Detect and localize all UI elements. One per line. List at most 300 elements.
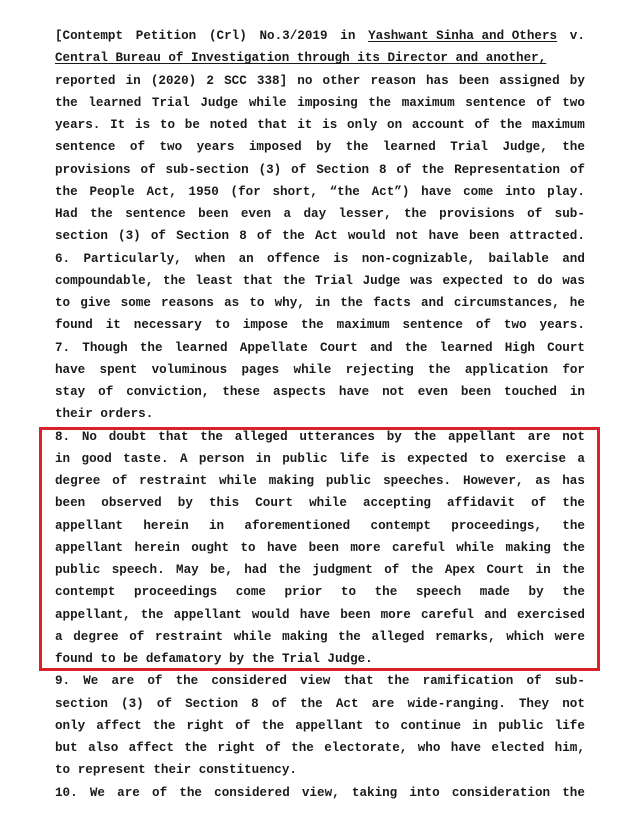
- word: view,: [301, 785, 340, 800]
- word: Apex: [444, 563, 476, 577]
- word: alleged: [234, 429, 288, 444]
- word: making: [282, 629, 328, 644]
- text-line: [55, 737, 585, 759]
- word: the: [368, 95, 392, 110]
- word: while: [309, 496, 347, 511]
- word: Trial: [151, 95, 190, 110]
- text-line: [55, 626, 585, 648]
- word: is: [380, 451, 396, 466]
- word: years: [196, 140, 235, 155]
- word: a: [577, 451, 585, 466]
- word: the: [184, 741, 208, 755]
- word: 6.: [55, 251, 71, 266]
- word: section: [55, 229, 108, 244]
- word: conviction,: [126, 385, 210, 399]
- word: are: [371, 696, 395, 711]
- word: necessary: [133, 318, 202, 333]
- word: appellant: [448, 429, 517, 444]
- word: has: [425, 73, 449, 88]
- word: by: [177, 496, 193, 511]
- word: right: [217, 741, 256, 755]
- word: by: [386, 429, 402, 444]
- word: 8: [251, 696, 259, 711]
- word: (Crl): [208, 29, 247, 43]
- word: when: [195, 251, 226, 266]
- word: while: [219, 474, 257, 488]
- word: while: [233, 629, 272, 644]
- word: appellant: [55, 540, 124, 555]
- word: the: [261, 718, 285, 733]
- word: have: [267, 540, 298, 555]
- word: have: [450, 741, 482, 755]
- word: sub-: [554, 674, 585, 689]
- word: Court: [255, 496, 294, 511]
- word: Act: [314, 229, 338, 244]
- word: that: [242, 273, 274, 288]
- word: section: [55, 696, 108, 711]
- word: have: [428, 229, 459, 244]
- word: been: [198, 207, 229, 221]
- word: by: [229, 652, 245, 666]
- word: Judge.: [327, 652, 373, 666]
- word: but: [55, 741, 78, 755]
- word: of: [112, 474, 128, 488]
- word: speech.: [111, 563, 165, 577]
- word: and: [484, 607, 507, 622]
- word: Act,: [146, 184, 177, 199]
- word: the: [251, 652, 275, 666]
- word: life: [338, 451, 370, 466]
- text-line: [55, 225, 585, 247]
- word: and: [421, 296, 444, 310]
- word: while: [248, 95, 287, 110]
- word: Act”): [371, 184, 410, 199]
- text-line: [55, 25, 585, 47]
- word: have: [55, 362, 86, 377]
- word: careful: [421, 607, 474, 622]
- word: Trial: [282, 652, 320, 666]
- word: the: [140, 607, 164, 622]
- word: 9.: [55, 674, 71, 689]
- text-line: [55, 581, 585, 603]
- word: are: [527, 429, 551, 444]
- word: to: [479, 451, 495, 466]
- word: Though: [82, 340, 128, 355]
- word: (2020): [150, 73, 197, 88]
- word: (3): [121, 696, 144, 711]
- word: found: [55, 652, 93, 666]
- word: in: [472, 718, 488, 733]
- word: the: [55, 95, 78, 110]
- word: continue: [400, 718, 462, 733]
- word: this: [208, 496, 240, 511]
- word: the: [404, 340, 428, 355]
- word: to: [100, 652, 116, 666]
- word: High: [504, 340, 535, 355]
- word: Trial: [315, 273, 353, 288]
- word: of: [527, 207, 543, 221]
- word: by: [316, 140, 332, 155]
- word: degree: [55, 474, 101, 488]
- word: sentence: [465, 95, 526, 110]
- word: more: [380, 607, 411, 622]
- word: maximum: [336, 318, 390, 333]
- word: proceedings: [134, 585, 218, 600]
- word: other: [322, 73, 361, 88]
- word: of: [475, 318, 491, 333]
- word: by: [528, 585, 544, 600]
- word: 2: [206, 73, 214, 88]
- text-line: [55, 270, 585, 292]
- text-line: [55, 381, 585, 403]
- word: Petition: [135, 29, 197, 43]
- text-line: [55, 159, 585, 181]
- word: rejecting: [345, 362, 414, 377]
- word: to: [55, 763, 71, 778]
- text-line: [55, 248, 585, 270]
- word: in: [569, 385, 585, 399]
- word: not: [562, 696, 585, 711]
- word: Particularly,: [83, 251, 182, 266]
- word: of: [526, 674, 542, 689]
- word: orders.: [100, 407, 154, 422]
- word: sub-: [554, 207, 585, 221]
- word: [Contempt: [55, 29, 124, 43]
- word: “the: [329, 184, 360, 199]
- word: to: [340, 585, 357, 600]
- word: Had: [55, 207, 78, 221]
- word: noted: [209, 118, 248, 132]
- text-line: [55, 314, 585, 336]
- word: in: [340, 29, 356, 43]
- word: appellant: [295, 718, 364, 733]
- word: the: [152, 718, 176, 733]
- word: speeches.: [383, 474, 452, 488]
- word: to: [249, 296, 265, 310]
- word: view: [300, 674, 331, 689]
- text-line: [55, 470, 585, 492]
- word: 338]: [256, 73, 288, 88]
- word: have: [299, 607, 331, 622]
- word: exercise: [505, 451, 567, 466]
- word: their: [55, 407, 93, 422]
- word: for: [562, 362, 585, 377]
- word: into: [409, 785, 440, 800]
- word: Yashwant Sinha and Others: [368, 29, 558, 43]
- word: of: [384, 563, 400, 577]
- word: impose: [242, 318, 289, 333]
- word: do: [537, 273, 553, 288]
- word: expected: [407, 451, 468, 466]
- word: in: [255, 451, 271, 466]
- word: of: [536, 95, 552, 110]
- text-line: [55, 92, 585, 114]
- word: been: [460, 385, 492, 399]
- word: touched: [504, 385, 557, 399]
- word: public: [498, 718, 544, 733]
- word: No.3/2019: [259, 29, 328, 43]
- word: a: [283, 207, 292, 221]
- word: have: [421, 184, 452, 199]
- word: two: [503, 318, 527, 333]
- word: been: [55, 496, 86, 511]
- word: taste.: [123, 451, 169, 466]
- word: in: [55, 451, 71, 466]
- text-line: [55, 715, 585, 737]
- word: the: [282, 273, 306, 288]
- word: even: [417, 385, 448, 399]
- text-line: [55, 670, 585, 692]
- word: making: [268, 474, 315, 488]
- word: the: [562, 585, 585, 600]
- word: represent: [77, 763, 146, 778]
- word: is: [322, 118, 338, 132]
- word: provisions: [439, 207, 515, 221]
- word: that: [257, 118, 288, 132]
- word: the: [499, 118, 523, 132]
- word: come: [235, 585, 266, 600]
- word: him,: [554, 741, 585, 755]
- word: Court: [319, 340, 358, 355]
- word: been: [340, 607, 371, 622]
- word: May: [176, 563, 199, 577]
- word: stay: [55, 385, 86, 399]
- word: to: [159, 118, 176, 132]
- word: by: [569, 73, 585, 88]
- word: alleged: [371, 629, 425, 644]
- word: attracted.: [509, 229, 585, 244]
- word: be: [184, 118, 200, 132]
- word: of: [256, 229, 273, 244]
- word: while: [293, 362, 332, 377]
- word: two: [562, 95, 585, 110]
- word: their: [153, 763, 192, 778]
- word: would: [251, 607, 290, 622]
- word: the: [562, 785, 585, 800]
- word: no: [297, 73, 313, 88]
- word: in: [314, 296, 331, 310]
- word: give: [80, 296, 111, 310]
- text-line: [55, 648, 585, 670]
- word: maximum: [531, 118, 585, 132]
- word: the: [282, 229, 305, 244]
- word: were: [554, 629, 585, 644]
- word: not: [395, 229, 419, 244]
- word: making: [505, 540, 551, 555]
- word: the: [291, 741, 314, 755]
- word: the: [340, 296, 363, 310]
- text-line: [55, 203, 585, 225]
- text-line: [55, 604, 585, 626]
- word: would: [347, 229, 386, 244]
- word: appellant,: [55, 607, 131, 622]
- word: the: [413, 429, 437, 444]
- word: of: [569, 162, 585, 177]
- word: to: [512, 273, 528, 288]
- word: remarks,: [435, 629, 496, 644]
- word: and: [562, 251, 585, 266]
- word: Trial: [450, 140, 488, 155]
- word: Judge,: [502, 140, 548, 155]
- word: the: [562, 496, 585, 511]
- word: of: [531, 496, 547, 511]
- word: of: [152, 785, 168, 800]
- word: of: [140, 162, 156, 177]
- word: also: [88, 741, 119, 755]
- text-line: [55, 403, 585, 425]
- text-line: [55, 292, 585, 314]
- word: Act: [335, 696, 359, 711]
- word: of: [156, 696, 172, 711]
- word: maximum: [401, 95, 455, 110]
- word: not: [562, 429, 585, 444]
- word: is: [333, 251, 349, 266]
- word: careful: [391, 540, 445, 555]
- word: utterances: [299, 429, 375, 444]
- word: of: [147, 674, 163, 689]
- word: 8.: [55, 429, 71, 444]
- word: of: [474, 118, 490, 132]
- word: It: [110, 118, 126, 132]
- word: SCC: [224, 73, 247, 88]
- word: good: [81, 451, 112, 466]
- word: judgment: [312, 563, 373, 577]
- word: public: [55, 563, 101, 577]
- word: defamatory: [145, 652, 222, 666]
- word: pages: [241, 362, 280, 377]
- word: bailable: [488, 251, 549, 266]
- word: play.: [547, 184, 585, 199]
- word: aforementioned: [244, 518, 351, 533]
- word: the: [301, 318, 324, 333]
- text-line: [55, 782, 585, 804]
- word: years.: [55, 118, 101, 132]
- word: least: [195, 273, 234, 288]
- text-line: [55, 337, 585, 359]
- word: been: [458, 73, 490, 88]
- word: proceedings,: [451, 518, 542, 533]
- word: the: [90, 207, 113, 221]
- word: learned: [174, 340, 228, 355]
- text-line: [55, 47, 585, 69]
- word: two: [159, 140, 183, 155]
- word: Section: [185, 696, 238, 711]
- text-line: [55, 426, 585, 448]
- word: A: [179, 451, 188, 466]
- word: come: [463, 184, 494, 199]
- word: the: [55, 184, 78, 199]
- word: the: [562, 563, 585, 577]
- word: in: [535, 563, 551, 577]
- word: spent: [99, 362, 138, 377]
- word: 8: [379, 162, 387, 177]
- word: (3): [118, 229, 141, 244]
- word: public: [325, 474, 372, 488]
- word: it: [105, 318, 121, 333]
- word: wide-ranging.: [407, 696, 506, 711]
- word: into: [505, 184, 536, 199]
- word: accepting: [362, 496, 431, 511]
- word: restraint: [139, 474, 208, 488]
- word: of: [265, 741, 281, 755]
- word: as: [535, 474, 551, 488]
- text-line: [55, 492, 585, 514]
- word: Judge: [362, 273, 401, 288]
- word: the: [562, 540, 585, 555]
- word: ought: [191, 540, 230, 555]
- word: Appellate: [239, 340, 308, 355]
- word: public: [282, 451, 328, 466]
- word: Court: [486, 563, 525, 577]
- word: that: [158, 429, 189, 444]
- word: speech: [415, 585, 462, 600]
- word: exercised: [516, 607, 585, 622]
- word: herein: [143, 518, 189, 533]
- word: day: [303, 207, 327, 221]
- word: offence: [267, 251, 320, 266]
- text-line: [55, 114, 585, 136]
- word: the: [386, 674, 410, 689]
- word: affect: [128, 741, 175, 755]
- word: 10.: [55, 785, 78, 800]
- word: the: [139, 340, 163, 355]
- word: (for: [230, 184, 261, 199]
- word: taking: [351, 785, 398, 800]
- word: contempt: [370, 518, 431, 533]
- word: account: [411, 118, 465, 132]
- word: to: [214, 318, 230, 333]
- text-line: [55, 181, 585, 203]
- word: reported: [55, 73, 116, 88]
- word: We: [83, 674, 99, 689]
- word: the: [300, 696, 323, 711]
- word: learned: [88, 95, 142, 110]
- word: life: [554, 718, 585, 733]
- word: facts: [373, 296, 411, 310]
- word: appellant: [55, 518, 124, 533]
- word: Section: [316, 162, 370, 177]
- word: voluminous: [151, 362, 228, 377]
- word: affidavit: [447, 496, 516, 511]
- word: to: [55, 296, 71, 310]
- word: non-cognizable,: [361, 251, 476, 266]
- word: who: [417, 741, 441, 755]
- text-line: [55, 693, 585, 715]
- word: observed: [101, 496, 162, 511]
- word: person: [198, 451, 245, 466]
- word: provisions: [55, 162, 131, 177]
- word: as: [224, 296, 240, 310]
- word: sentence: [55, 140, 116, 155]
- word: degree: [73, 629, 119, 644]
- word: compoundable,: [55, 273, 154, 288]
- word: learned: [439, 340, 493, 355]
- word: reasons: [161, 296, 214, 310]
- text-line: [55, 136, 585, 158]
- word: elected: [491, 741, 545, 755]
- word: the: [562, 518, 585, 533]
- word: on: [387, 118, 403, 132]
- text-line: [55, 759, 585, 781]
- word: sentence: [125, 207, 186, 221]
- word: been: [468, 229, 500, 244]
- word: They: [518, 696, 550, 711]
- word: 7.: [55, 340, 71, 355]
- word: the: [410, 563, 434, 577]
- word: of: [129, 140, 146, 155]
- word: the: [562, 140, 585, 155]
- word: to: [240, 540, 256, 555]
